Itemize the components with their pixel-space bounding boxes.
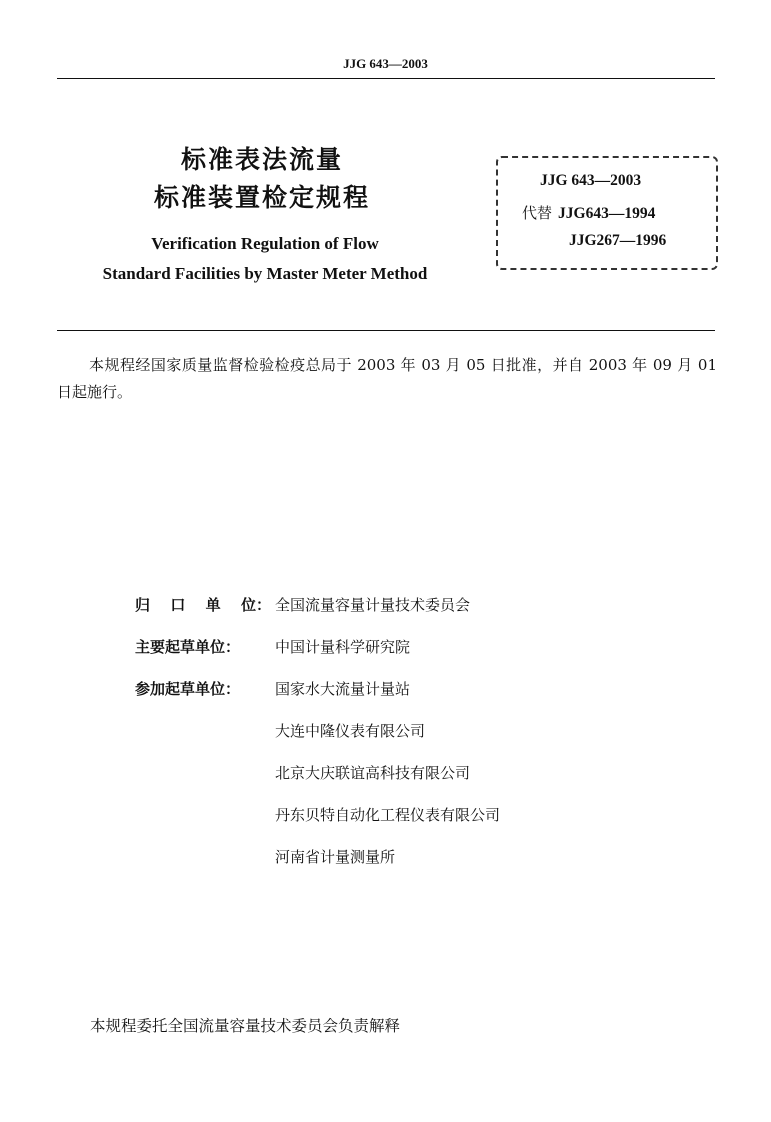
replaces-code-1: JJG643—1994 (558, 205, 656, 222)
participant-item: 北京大庆联谊高科技有限公司 (275, 764, 471, 782)
participants-row (135, 846, 695, 888)
replacement-box-code: JJG 643—2003 (540, 172, 642, 189)
replacement-box-replaces-1 (522, 202, 655, 223)
approval-statement: 本规程经国家质量监督检验检疫总局于 2003 年 03 月 05 日批准，并自 2003 年 09 月 01 日起施行。 (57, 356, 717, 401)
participants-label: 参加起草单位： (135, 680, 241, 698)
participant-item: 国家水大流量计量站 (275, 680, 411, 698)
participants-row (135, 762, 695, 804)
title-chinese-line-1: 标准表法流量 (180, 145, 343, 174)
replaces-label: 代替 (522, 204, 553, 222)
title-english-line-2: Standard Facilities by Master Meter Method (102, 264, 428, 283)
replacement-box-replaces-2: JJG267—1996 (569, 232, 667, 249)
replacement-box (496, 156, 718, 270)
title-chinese-line-2: 标准装置检定规程 (153, 183, 370, 212)
responsible-unit-label: 归 口 单 位： (135, 596, 271, 614)
title-english-line-1: Verification Regulation of Flow (151, 234, 379, 253)
section-rule (57, 330, 715, 331)
participants-row (135, 720, 695, 762)
participant-item: 大连中隆仪表有限公司 (275, 722, 426, 740)
responsible-unit-row (135, 594, 695, 636)
running-header-code: JJG 643—2003 (343, 56, 428, 71)
responsible-unit-value: 全国流量容量计量技术委员会 (275, 596, 471, 614)
main-drafter-label: 主要起草单位： (135, 638, 241, 656)
header-rule (57, 78, 715, 79)
participant-item: 丹东贝特自动化工程仪表有限公司 (275, 806, 501, 824)
main-drafter-row (135, 636, 695, 678)
participant-item: 河南省计量测量所 (275, 848, 396, 866)
participants-row (135, 678, 695, 720)
drafting-committee (135, 594, 695, 888)
participants-row (135, 804, 695, 846)
main-drafter-value: 中国计量科学研究院 (275, 638, 411, 656)
interpretation-note: 本规程委托全国流量容量技术委员会负责解释 (90, 1017, 401, 1035)
